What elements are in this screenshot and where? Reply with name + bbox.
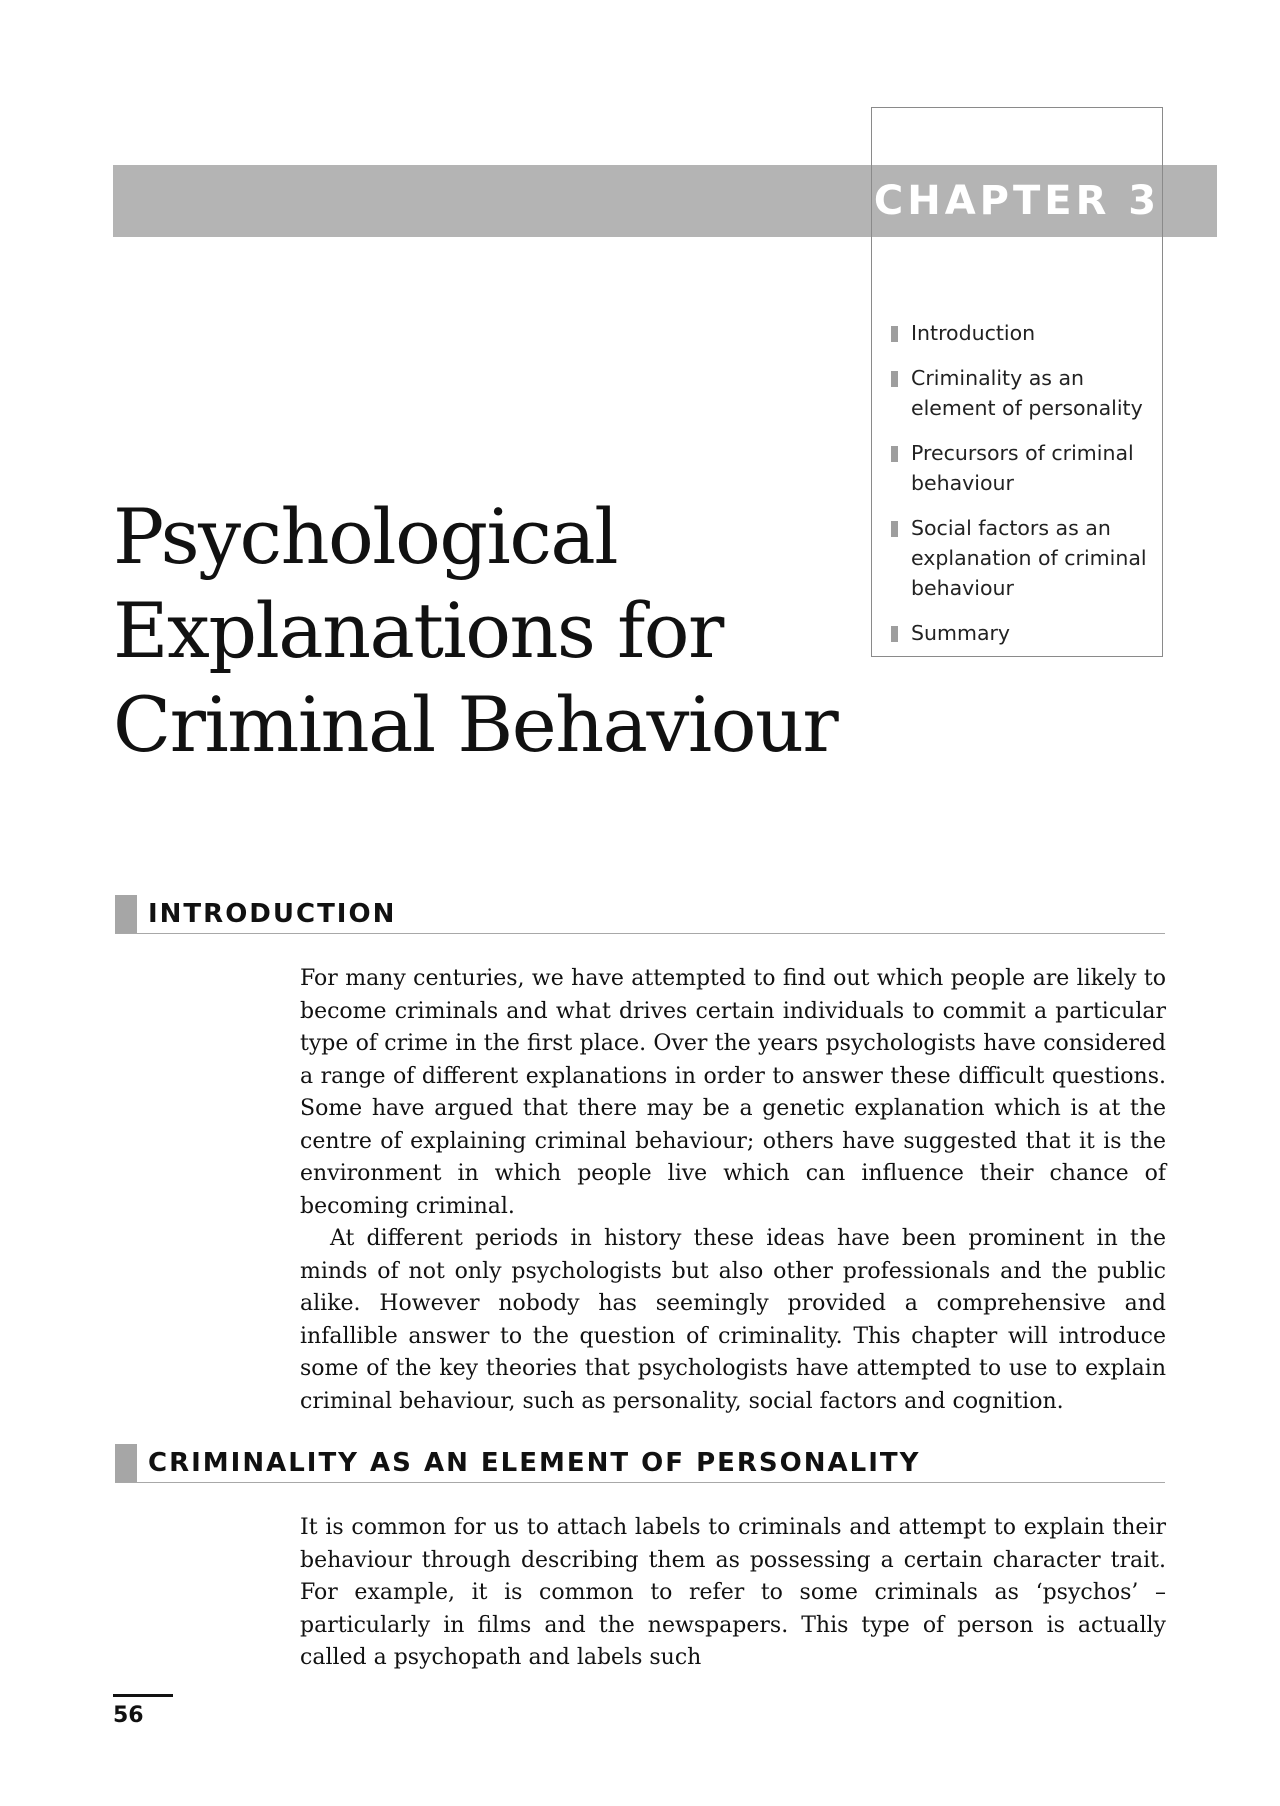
contents-item: Criminality as an element of personality	[891, 363, 1151, 423]
contents-item: Social factors as an explanation of criminal behaviour	[891, 513, 1151, 603]
section-heading-label: INTRODUCTION	[148, 899, 397, 929]
paragraph: At different periods in history these ideas have been prominent in the minds of not only psychologists but also other professionals and the public alike. However nobody has seemingly provided a comprehensive and infallible answer to the question of criminality. This chapter will introduce some of the key theories that psychologists have attempted to use to explain criminal behaviour, such as personality, social factors and cognition.	[300, 1226, 1166, 1414]
section-marker	[115, 1444, 137, 1482]
section-heading-label: CRIMINALITY AS AN ELEMENT OF PERSONALITY	[148, 1448, 921, 1478]
paragraph: It is common for us to attach labels to criminals and attempt to explain their behaviour through describing them as possessing a certain character trait. For example, it is common to refer to some criminals as ‘psychos’ – particularly in films and the newspapers. This type of person is actually called a psychopath and labels such	[300, 1515, 1166, 1670]
criminality-body	[300, 1512, 1166, 1675]
section-marker	[115, 895, 137, 933]
page-number: 56	[113, 1703, 144, 1728]
section-heading-criminality	[115, 1444, 1165, 1483]
chapter-contents-list	[891, 318, 1151, 663]
chapter-label: CHAPTER 3	[873, 178, 1161, 224]
chapter-title: Psychological Explanations for Criminal Behaviour	[113, 492, 838, 769]
section-heading-introduction	[115, 895, 1165, 934]
contents-item: Precursors of criminal behaviour	[891, 438, 1151, 498]
paragraph: For many centuries, we have attempted to find out which people are likely to become criminals and what drives certain individuals to commit a particular type of crime in the first place. Over the years psychologists have considered a range of different explanations in order to answer these difficult questions. Some have argued that there may be a genetic explanation which is at the centre of explaining criminal behaviour; others have suggested that it is the environment in which people live which can influence their chance of becoming criminal.	[300, 966, 1166, 1219]
contents-item: Summary	[891, 618, 1151, 648]
introduction-body	[300, 963, 1166, 1418]
page-number-rule	[113, 1694, 173, 1697]
contents-item: Introduction	[891, 318, 1151, 348]
